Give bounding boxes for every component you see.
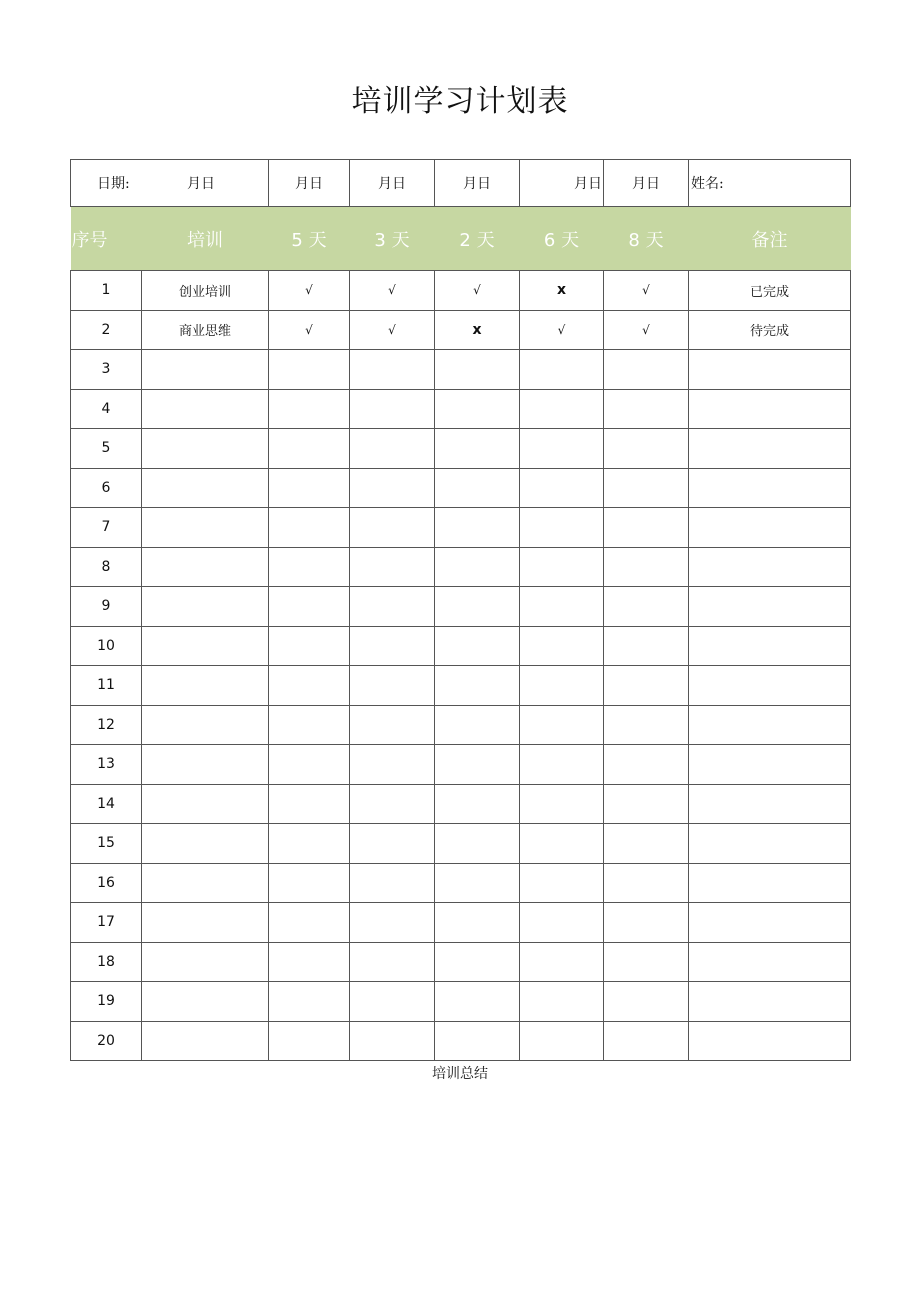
table-row [71,310,851,350]
table-cell[interactable] [689,903,851,943]
table-cell[interactable] [435,547,520,587]
table-cell[interactable] [142,903,269,943]
table-cell[interactable] [269,350,350,390]
table-cell[interactable] [142,705,269,745]
table-cell[interactable] [142,508,269,548]
table-cell[interactable] [350,903,435,943]
table-cell[interactable]: √ [350,271,435,311]
table-cell[interactable]: 12 [71,705,142,745]
table-row [71,903,851,943]
table-cell[interactable] [435,508,520,548]
table-row [71,982,851,1022]
table-cell[interactable] [689,508,851,548]
table-cell[interactable]: x [435,310,520,350]
table-cell[interactable] [350,468,435,508]
table-cell[interactable] [269,903,350,943]
table-cell[interactable] [604,350,689,390]
table-cell[interactable] [520,468,604,508]
table-cell[interactable]: 13 [71,745,142,785]
header-cell: 备注 [689,207,851,271]
table-row [71,942,851,982]
table-cell[interactable] [142,1021,269,1061]
date-col-cell[interactable]: 月日 [269,160,350,207]
header-cell: 序号 [71,207,142,271]
table-row [71,508,851,548]
table-cell[interactable] [142,350,269,390]
table-cell[interactable] [142,982,269,1022]
table-cell[interactable] [520,666,604,706]
table-cell[interactable] [689,389,851,429]
table-cell[interactable] [604,389,689,429]
table-cell[interactable]: 18 [71,942,142,982]
table-cell[interactable] [689,1021,851,1061]
table-cell[interactable]: 15 [71,824,142,864]
table-cell[interactable]: 商业思维 [142,310,269,350]
table-cell[interactable]: √ [604,271,689,311]
table-cell[interactable] [435,666,520,706]
table-cell[interactable]: 7 [71,508,142,548]
table-cell[interactable]: 14 [71,784,142,824]
table-cell[interactable] [689,666,851,706]
table-cell[interactable] [350,784,435,824]
header-cell: 6 天 [520,207,604,271]
table-cell[interactable] [435,745,520,785]
table-row [71,784,851,824]
table-cell[interactable]: √ [350,310,435,350]
table-cell[interactable] [520,863,604,903]
table-row [71,271,851,311]
table-cell[interactable] [520,429,604,469]
date-month-day: 月日 [187,176,215,192]
table-row [71,745,851,785]
table-cell[interactable] [142,824,269,864]
table-cell[interactable] [604,666,689,706]
table-cell[interactable] [350,1021,435,1061]
table-cell[interactable] [520,705,604,745]
table-cell[interactable] [689,468,851,508]
page-title: 培训学习计划表 [351,84,569,119]
table-cell[interactable] [604,982,689,1022]
table-row [71,626,851,666]
table-cell[interactable] [142,389,269,429]
table-cell[interactable] [520,1021,604,1061]
table-cell[interactable] [269,389,350,429]
table-cell[interactable] [689,547,851,587]
date-col-cell[interactable]: 月日 [435,160,520,207]
date-col-cell[interactable]: 月日 [520,160,604,207]
table-row [71,1021,851,1061]
table-row [71,863,851,903]
table-cell[interactable] [435,863,520,903]
table-cell[interactable] [520,942,604,982]
table-cell[interactable] [269,942,350,982]
table-cell[interactable] [435,824,520,864]
table-cell[interactable]: 19 [71,982,142,1022]
date-label: 日期: [97,176,130,192]
table-cell[interactable]: √ [604,310,689,350]
table-cell[interactable] [350,982,435,1022]
table-cell[interactable]: √ [520,310,604,350]
table-cell[interactable] [350,942,435,982]
table-row [71,666,851,706]
table-cell[interactable] [350,745,435,785]
table-cell[interactable] [142,745,269,785]
table-cell[interactable] [604,508,689,548]
table-cell[interactable]: √ [435,271,520,311]
table-cell[interactable] [350,863,435,903]
table-cell[interactable] [689,626,851,666]
header-cell: 培训 [142,207,269,271]
table-row [71,389,851,429]
table-cell[interactable] [520,389,604,429]
date-row [71,160,851,207]
table-cell[interactable] [350,824,435,864]
table-cell[interactable] [520,547,604,587]
table-row [71,705,851,745]
table-cell[interactable] [142,942,269,982]
table-cell[interactable]: 16 [71,863,142,903]
table-cell[interactable] [520,508,604,548]
table-row [71,350,851,390]
table-cell[interactable] [689,863,851,903]
table-cell[interactable] [435,942,520,982]
table-cell[interactable] [435,784,520,824]
table-cell[interactable] [520,587,604,627]
table-cell[interactable]: 10 [71,626,142,666]
table-cell[interactable] [269,587,350,627]
table-cell[interactable] [689,429,851,469]
table-cell[interactable] [520,982,604,1022]
table-cell[interactable] [350,429,435,469]
table-cell[interactable]: 11 [71,666,142,706]
table-cell[interactable] [435,705,520,745]
table-cell[interactable] [689,705,851,745]
table-cell[interactable]: 待完成 [689,310,851,350]
table-row [71,824,851,864]
table-cell[interactable] [142,547,269,587]
table-cell[interactable] [142,784,269,824]
table-cell[interactable] [269,626,350,666]
table-cell[interactable]: 8 [71,547,142,587]
table-cell[interactable] [604,824,689,864]
table-cell[interactable] [604,547,689,587]
table-cell[interactable] [142,587,269,627]
name-cell[interactable]: 姓名: [689,160,851,207]
table-cell[interactable] [604,1021,689,1061]
table-cell[interactable] [269,982,350,1022]
table-cell[interactable]: 20 [71,1021,142,1061]
table-cell[interactable] [142,429,269,469]
table-cell[interactable] [604,587,689,627]
table-cell[interactable]: 3 [71,350,142,390]
table-cell[interactable] [604,468,689,508]
table-cell[interactable] [350,626,435,666]
date-col-cell[interactable]: 月日 [350,160,435,207]
table-cell[interactable] [520,784,604,824]
table-cell[interactable] [689,350,851,390]
table-cell[interactable] [142,863,269,903]
table-cell[interactable] [435,1021,520,1061]
header-cell: 2 天 [435,207,520,271]
table-cell[interactable] [142,666,269,706]
table-cell[interactable] [269,547,350,587]
table-cell[interactable] [435,429,520,469]
table-cell[interactable] [520,903,604,943]
table-cell[interactable] [435,468,520,508]
table-cell[interactable]: x [520,271,604,311]
table-cell[interactable] [269,508,350,548]
table-cell[interactable] [269,784,350,824]
table-cell[interactable] [269,745,350,785]
table-cell[interactable] [604,626,689,666]
table-cell[interactable] [142,468,269,508]
table-cell[interactable] [604,429,689,469]
header-cell: 5 天 [269,207,350,271]
table-cell[interactable] [435,350,520,390]
table-cell[interactable] [689,784,851,824]
table-cell[interactable] [520,350,604,390]
table-cell[interactable] [269,705,350,745]
date-col-cell[interactable]: 月日 [604,160,689,207]
table-cell[interactable]: 17 [71,903,142,943]
header-row [71,207,851,271]
table-cell[interactable]: 创业培训 [142,271,269,311]
table-cell[interactable]: 9 [71,587,142,627]
header-cell: 3 天 [350,207,435,271]
table-cell[interactable] [689,587,851,627]
table-cell[interactable] [269,429,350,469]
table-cell[interactable] [350,547,435,587]
table-cell[interactable] [350,350,435,390]
table-cell[interactable] [350,587,435,627]
table-cell[interactable] [689,745,851,785]
table-cell[interactable] [269,468,350,508]
header-cell: 8 天 [604,207,689,271]
table-cell[interactable] [350,508,435,548]
table-row [71,547,851,587]
table-cell[interactable] [604,863,689,903]
table-cell[interactable] [604,903,689,943]
table-cell[interactable]: 4 [71,389,142,429]
table-cell[interactable] [520,626,604,666]
table-cell[interactable] [689,942,851,982]
table-cell[interactable] [520,824,604,864]
table-cell[interactable] [269,666,350,706]
table-cell[interactable] [435,389,520,429]
table-cell[interactable]: 1 [71,271,142,311]
table-cell[interactable] [604,745,689,785]
table-cell[interactable] [435,626,520,666]
table-cell[interactable] [142,626,269,666]
table-cell[interactable] [350,705,435,745]
table-cell[interactable]: 5 [71,429,142,469]
table-cell[interactable] [435,982,520,1022]
table-cell[interactable] [350,666,435,706]
table-row [71,587,851,627]
table-cell[interactable]: √ [269,271,350,311]
summary-label: 培训总结 [432,1066,488,1082]
training-plan-table [70,159,851,1061]
table-cell[interactable]: 6 [71,468,142,508]
table-cell[interactable] [269,824,350,864]
table-row [71,468,851,508]
table-cell[interactable] [269,1021,350,1061]
table-cell[interactable] [435,903,520,943]
table-cell[interactable]: 2 [71,310,142,350]
table-cell[interactable] [604,942,689,982]
table-cell[interactable] [604,705,689,745]
table-cell[interactable] [689,824,851,864]
table-cell[interactable] [604,784,689,824]
date-cell[interactable] [71,160,269,207]
table-cell[interactable]: 已完成 [689,271,851,311]
table-cell[interactable] [269,863,350,903]
table-cell[interactable] [520,745,604,785]
table-cell[interactable] [689,982,851,1022]
table-row [71,429,851,469]
table-cell[interactable] [435,587,520,627]
table-cell[interactable]: √ [269,310,350,350]
table-cell[interactable] [350,389,435,429]
